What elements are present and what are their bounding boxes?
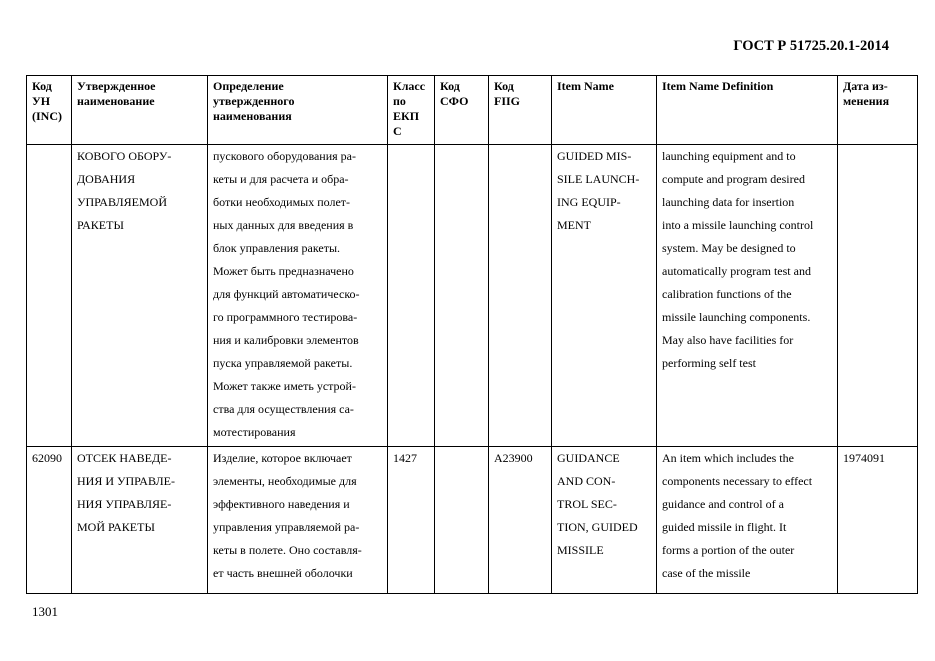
- cell-item-name: [552, 447, 657, 594]
- text-line: launching data for insertion: [662, 195, 795, 209]
- text-line: An item which includes the: [662, 451, 794, 465]
- text-line: system. May be designed to: [662, 241, 796, 255]
- text-line: missile launching components.: [662, 310, 811, 324]
- text-line: Дата из-: [843, 79, 888, 93]
- document-standard-header: ГОСТ Р 51725.20.1-2014: [733, 38, 889, 54]
- text-line: guided missile in flight. It: [662, 520, 787, 534]
- text-line: элементы, необходимые для: [213, 474, 357, 488]
- text-line: launching equipment and to: [662, 149, 796, 163]
- text-line: ботки необходимых полет-: [213, 195, 351, 209]
- nomenclature-table: [26, 75, 918, 594]
- column-header-fiig-code: [489, 76, 552, 145]
- cell-definition: [208, 145, 388, 447]
- text-line: кеты в полете. Оно составля-: [213, 543, 362, 557]
- text-line: MENT: [557, 218, 591, 232]
- text-line: ING EQUIP-: [557, 195, 621, 209]
- text-line: GUIDED MIS-: [557, 149, 632, 163]
- table-row: [27, 447, 918, 594]
- text-line: С: [393, 124, 402, 138]
- text-line: утвержденного: [213, 94, 295, 108]
- cell-item-name-definition: [657, 145, 838, 447]
- text-line: СФО: [440, 94, 469, 108]
- text-line: (INC): [32, 109, 62, 123]
- text-line: Определение: [213, 79, 284, 93]
- text-line: УПРАВЛЯЕМОЙ: [77, 195, 167, 209]
- text-line: performing self test: [662, 356, 756, 370]
- column-header-item-name: [552, 76, 657, 145]
- cell-inc: 62090: [27, 447, 72, 594]
- text-line: automatically program test and: [662, 264, 811, 278]
- text-line: AND CON-: [557, 474, 616, 488]
- cell-approved-name: [72, 447, 208, 594]
- text-line: Утвержденное: [77, 79, 156, 93]
- text-line: ния и калибровки элементов: [213, 333, 359, 347]
- text-line: ЕКП: [393, 109, 420, 123]
- text-line: Может также иметь устрой-: [213, 379, 356, 393]
- text-line: into a missile launching control: [662, 218, 814, 232]
- text-line: ных данных для введения в: [213, 218, 354, 232]
- cell-inc: [27, 145, 72, 447]
- text-line: пуска управляемой ракеты.: [213, 356, 353, 370]
- cell-sfo-code: [435, 145, 489, 447]
- text-line: Item Name: [557, 79, 614, 93]
- text-line: кеты и для расчета и обра-: [213, 172, 349, 186]
- cell-sfo-code: [435, 447, 489, 594]
- text-line: МОЙ РАКЕТЫ: [77, 520, 155, 534]
- text-line: ДОВАНИЯ: [77, 172, 136, 186]
- cell-change-date: 1974091: [838, 447, 918, 594]
- text-line: УН: [32, 94, 51, 108]
- text-line: Item Name Definition: [662, 79, 774, 93]
- column-header-definition: [208, 76, 388, 145]
- cell-change-date: [838, 145, 918, 447]
- cell-item-name: [552, 145, 657, 447]
- cell-approved-name: [72, 145, 208, 447]
- text-line: SILE LAUNCH-: [557, 172, 640, 186]
- text-line: НИЯ И УПРАВЛЕ-: [77, 474, 175, 488]
- text-line: Изделие, которое включает: [213, 451, 352, 465]
- text-line: guidance and control of a: [662, 497, 784, 511]
- text-line: Может быть предназначено: [213, 264, 354, 278]
- text-line: РАКЕТЫ: [77, 218, 124, 232]
- column-header-class: [388, 76, 435, 145]
- text-line: наименование: [77, 94, 155, 108]
- text-line: MISSILE: [557, 543, 604, 557]
- text-line: GUIDANCE: [557, 451, 620, 465]
- text-line: менения: [843, 94, 890, 108]
- text-line: May also have facilities for: [662, 333, 794, 347]
- text-line: ства для осуществления са-: [213, 402, 354, 416]
- column-header-sfo-code: [435, 76, 489, 145]
- text-line: КОВОГО ОБОРУ-: [77, 149, 172, 163]
- text-line: мотестирования: [213, 425, 296, 439]
- text-line: блок управления ракеты.: [213, 241, 341, 255]
- text-line: управления управляемой ра-: [213, 520, 360, 534]
- page-number: 1301: [32, 604, 58, 619]
- cell-fiig-code: [489, 145, 552, 447]
- text-line: calibration functions of the: [662, 287, 792, 301]
- text-line: эффективного наведения и: [213, 497, 350, 511]
- cell-fiig-code: A23900: [489, 447, 552, 594]
- text-line: TION, GUIDED: [557, 520, 638, 534]
- text-line: compute and program desired: [662, 172, 805, 186]
- text-line: Код: [440, 79, 460, 93]
- cell-item-name-definition: [657, 447, 838, 594]
- text-line: НИЯ УПРАВЛЯЕ-: [77, 497, 172, 511]
- table-header-row: [27, 76, 918, 145]
- text-line: наименования: [213, 109, 292, 123]
- text-line: ОТСЕК НАВЕДЕ-: [77, 451, 172, 465]
- table-row: [27, 145, 918, 447]
- text-line: Код: [32, 79, 52, 93]
- text-line: case of the missile: [662, 566, 751, 580]
- column-header-approved-name: [72, 76, 208, 145]
- text-line: components necessary to effect: [662, 474, 813, 488]
- cell-definition: [208, 447, 388, 594]
- text-line: для функций автоматическо-: [213, 287, 360, 301]
- text-line: Код: [494, 79, 514, 93]
- column-header-inc: [27, 76, 72, 145]
- text-line: forms a portion of the outer: [662, 543, 795, 557]
- column-header-change-date: [838, 76, 918, 145]
- column-header-item-name-definition: [657, 76, 838, 145]
- text-line: Класс: [393, 79, 426, 93]
- cell-class: 1427: [388, 447, 435, 594]
- text-line: по: [393, 94, 406, 108]
- cell-class: [388, 145, 435, 447]
- text-line: ет часть внешней оболочки: [213, 566, 353, 580]
- text-line: пускового оборудования ра-: [213, 149, 356, 163]
- text-line: FIIG: [494, 94, 521, 108]
- text-line: го программного тестирова-: [213, 310, 358, 324]
- text-line: TROL SEC-: [557, 497, 617, 511]
